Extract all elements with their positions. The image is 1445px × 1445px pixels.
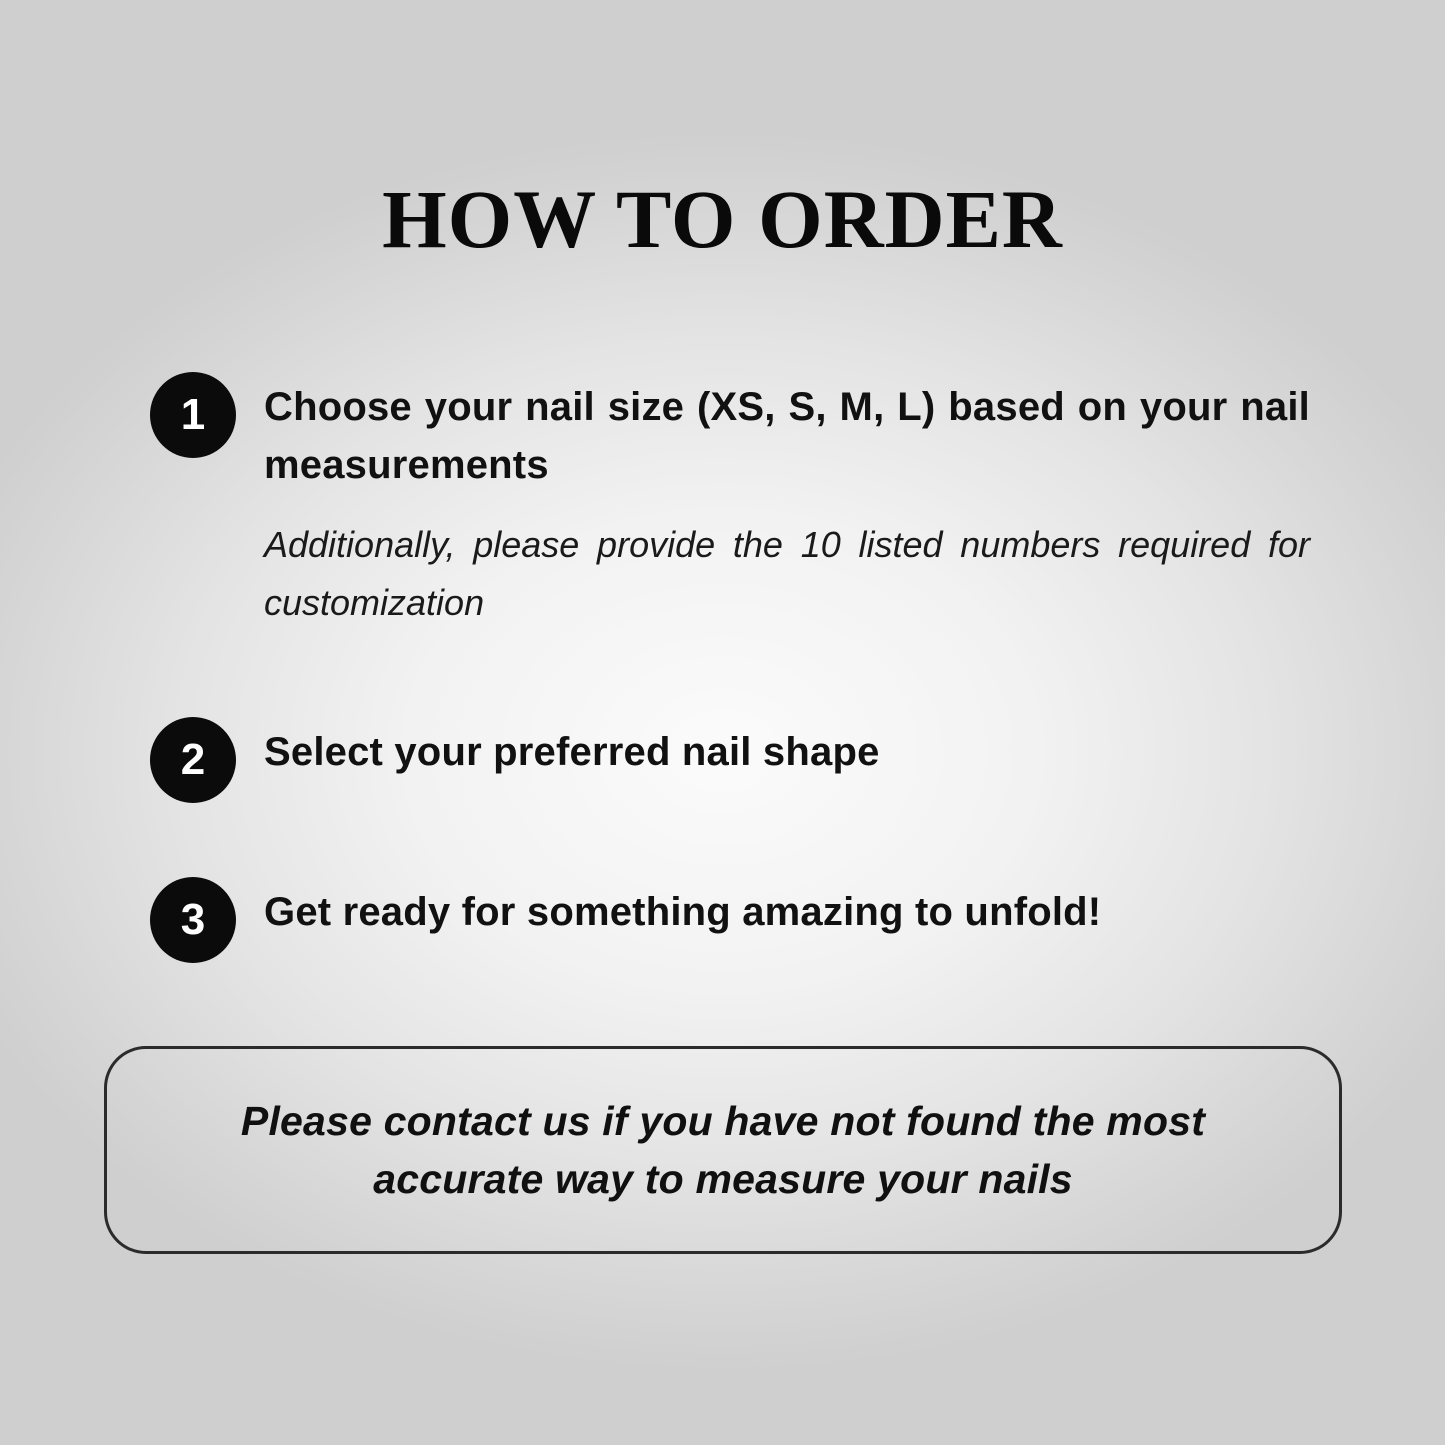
list-item <box>150 717 1310 803</box>
step-body <box>264 372 1310 631</box>
contact-callout-text: Please contact us if you have not found the most accurate way to measure your nails <box>240 1097 1206 1202</box>
step-number-badge: 1 <box>150 372 236 458</box>
page-title: HOW TO ORDER <box>382 173 1063 265</box>
list-item <box>150 372 1310 631</box>
spacer <box>150 803 1310 877</box>
spacer <box>150 631 1310 717</box>
step-title: Get ready for something amazing to unfold! <box>264 890 1102 935</box>
step-title: Choose your nail size (XS, S, M, L) based on your nail measurements <box>264 385 1310 487</box>
step-number-badge: 2 <box>150 717 236 803</box>
steps-list <box>150 372 1310 963</box>
step-body <box>264 877 1310 941</box>
step-number-badge: 3 <box>150 877 236 963</box>
step-title: Select your preferred nail shape <box>264 730 880 775</box>
list-item <box>150 877 1310 963</box>
contact-callout <box>104 1046 1342 1254</box>
step-note: Additionally, please provide the 10 listed numbers required for customization <box>264 524 1310 623</box>
step-body <box>264 717 1310 781</box>
